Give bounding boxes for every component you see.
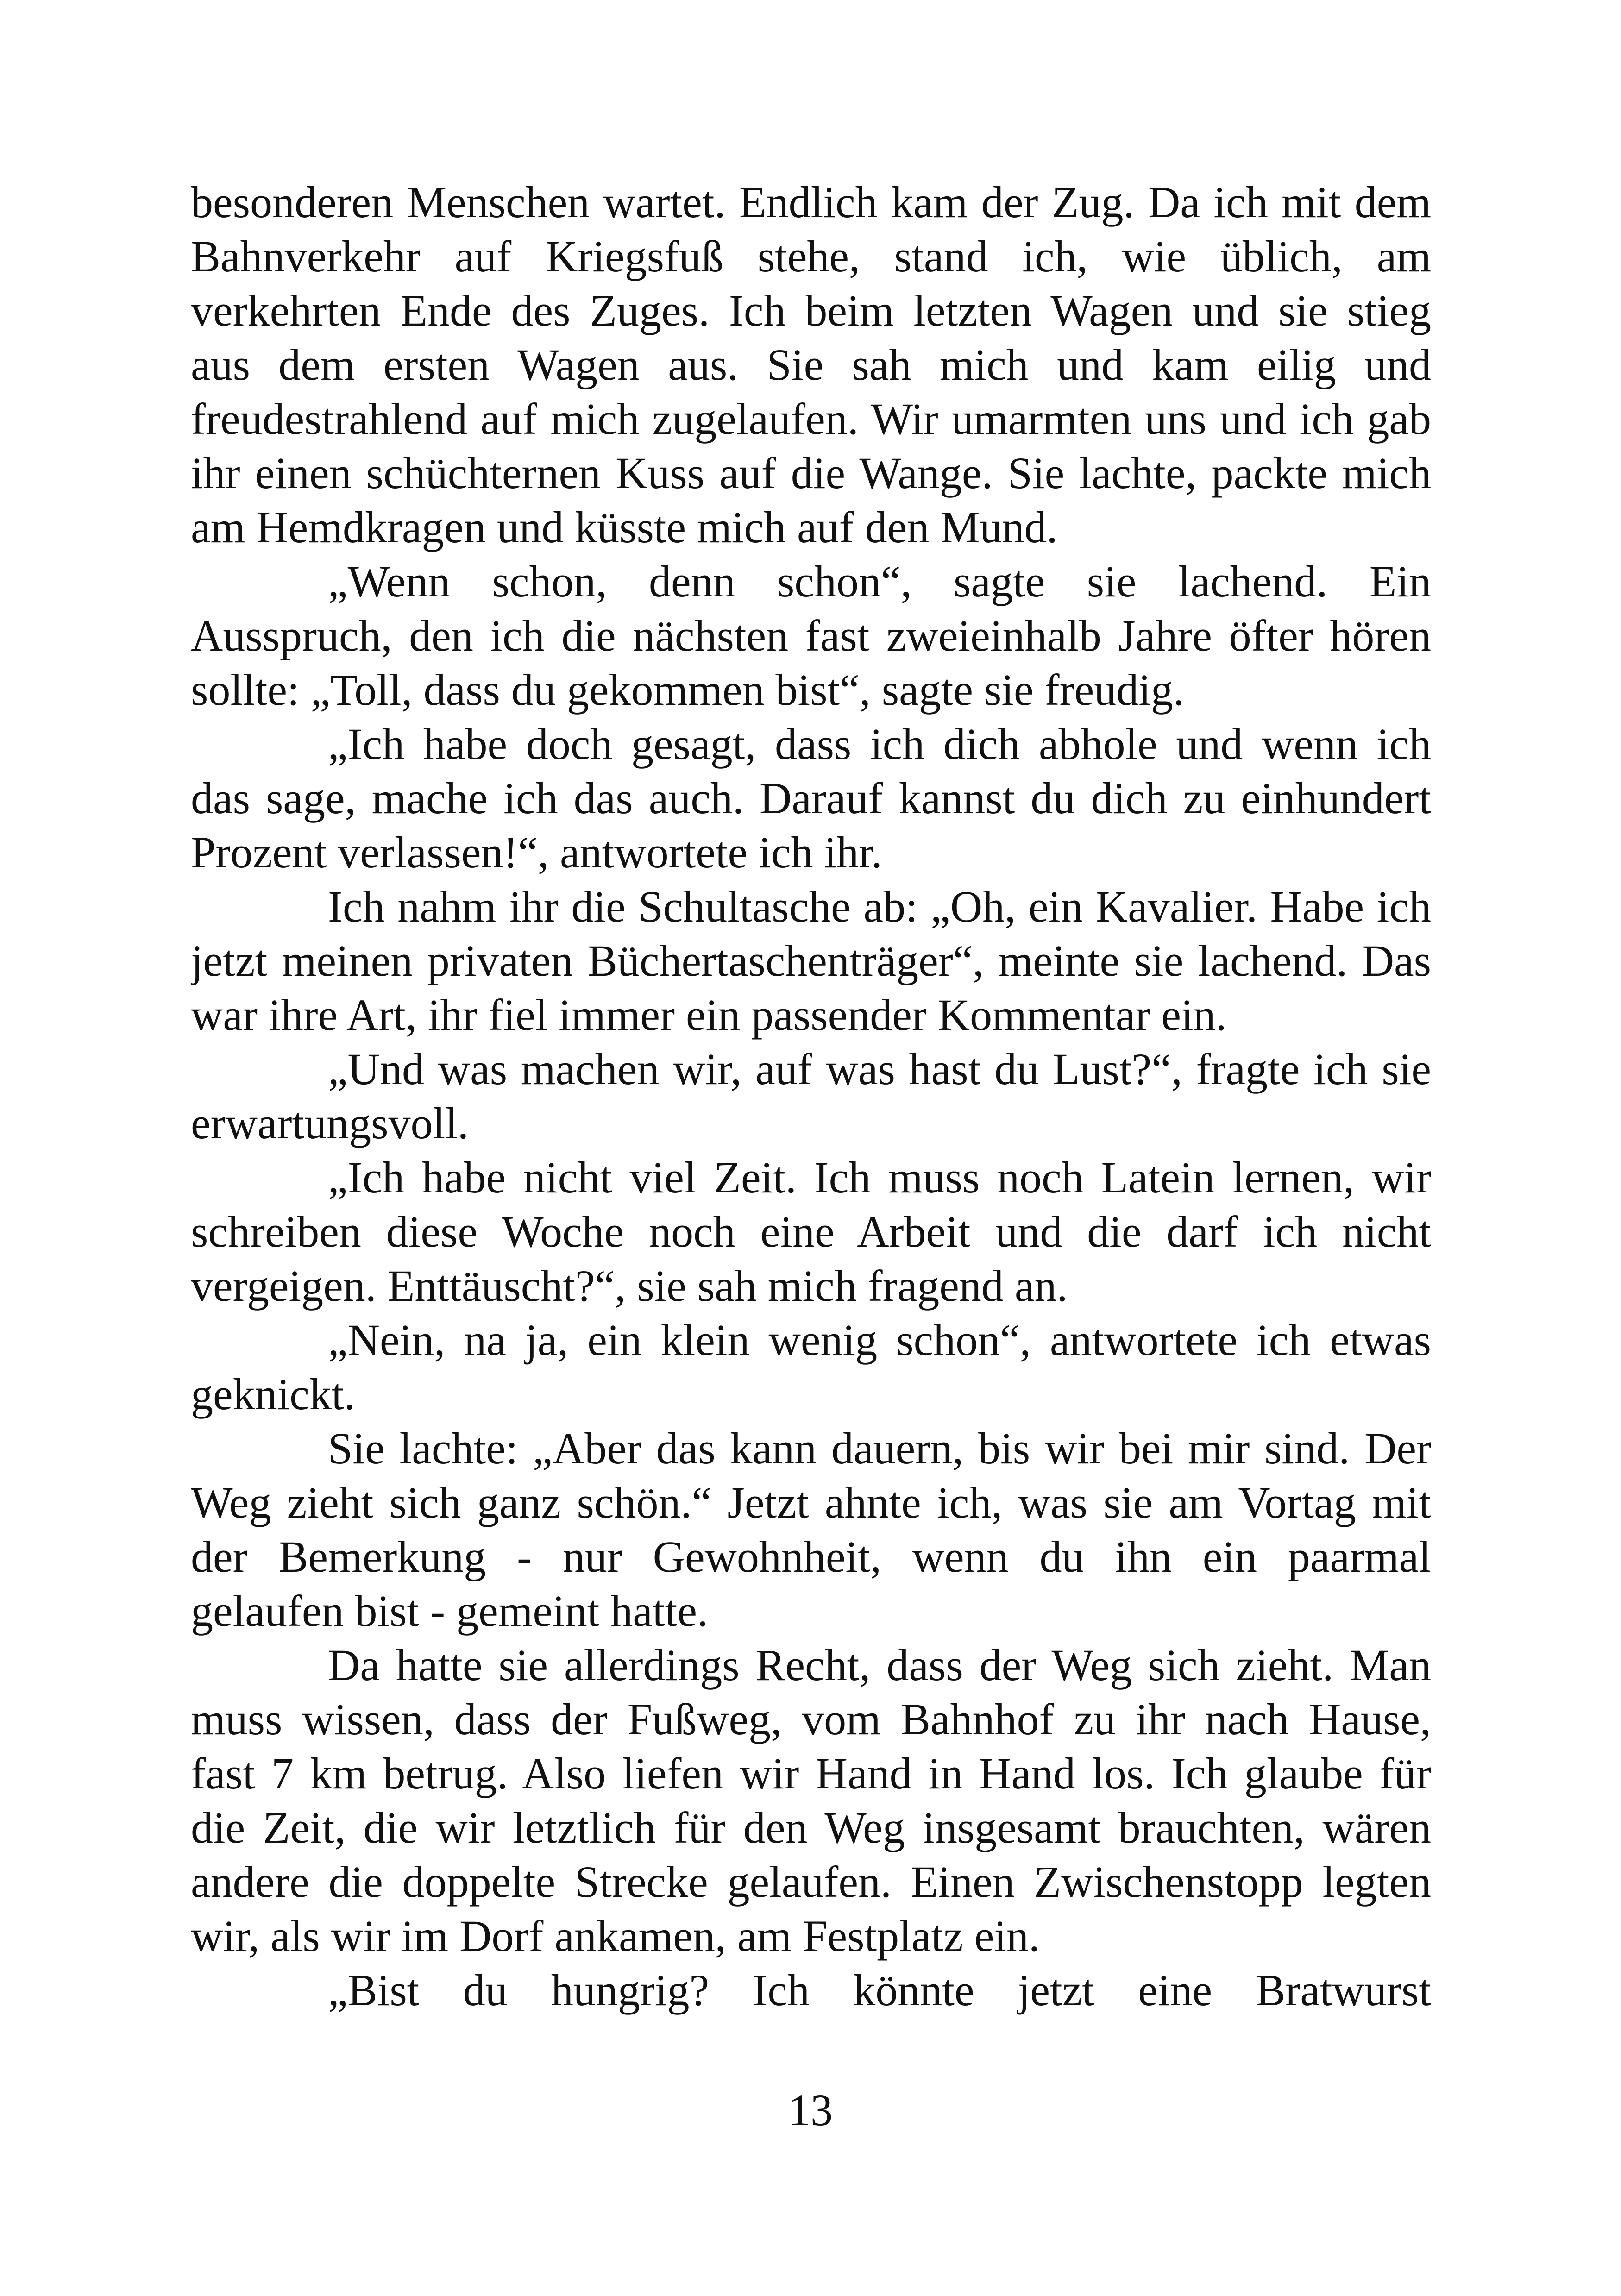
text-line: Weg zieht sich ganz schön.“ Jetzt ahnte ich, was sie am Vortag mit — [191, 1478, 1431, 1527]
text-line: Sie lachte: „Aber das kann dauern, bis wir bei mir sind. Der — [328, 1424, 1431, 1473]
text-line: wir, als wir im Dorf ankamen, am Festplatz ein. — [191, 1911, 1040, 1961]
page-number: 13 — [788, 2085, 833, 2135]
text-line: war ihre Art, ihr fiel immer ein passender Kommentar ein. — [191, 990, 1227, 1040]
text-line: „Und was machen wir, auf was hast du Lust?“, fragte ich sie — [328, 1044, 1431, 1094]
text-line: „Ich habe nicht viel Zeit. Ich muss noch Latein lernen, wir — [328, 1153, 1431, 1202]
text-line: besonderen Menschen wartet. Endlich kam der Zug. Da ich mit dem — [191, 177, 1431, 227]
text-line: verkehrten Ende des Zuges. Ich beim letzten Wagen und sie stieg — [191, 286, 1431, 335]
text-line: schreiben diese Woche noch eine Arbeit und die darf ich nicht — [191, 1207, 1431, 1256]
text-line: „Ich habe doch gesagt, dass ich dich abhole und wenn ich — [328, 719, 1431, 769]
text-line: Da hatte sie allerdings Recht, dass der Weg sich zieht. Man — [328, 1640, 1431, 1690]
text-line: der Bemerkung - nur Gewohnheit, wenn du ihn ein paarmal — [191, 1532, 1431, 1581]
body-text — [191, 175, 1431, 2017]
text-line: gelaufen bist - gemeint hatte. — [191, 1586, 708, 1636]
text-line: muss wissen, dass der Fußweg, vom Bahnhof zu ihr nach Hause, — [191, 1694, 1431, 1744]
text-line: „Wenn schon, denn schon“, sagte sie lachend. Ein — [328, 557, 1431, 606]
text-line: Ausspruch, den ich die nächsten fast zweieinhalb Jahre öfter hören — [191, 611, 1431, 660]
text-line: andere die doppelte Strecke gelaufen. Einen Zwischenstopp legten — [191, 1857, 1431, 1907]
text-line: vergeigen. Enttäuscht?“, sie sah mich fragend an. — [191, 1261, 1068, 1311]
text-line: geknickt. — [191, 1369, 355, 1419]
text-line: „Bist du hungrig? Ich könnte jetzt eine Bratwurst — [328, 1965, 1431, 2015]
text-line: Bahnverkehr auf Kriegsfuß stehe, stand ich, wie üblich, am — [191, 232, 1431, 281]
text-line: Prozent verlassen!“, antwortete ich ihr. — [191, 828, 882, 877]
text-line: „Nein, na ja, ein klein wenig schon“, antwortete ich etwas — [328, 1315, 1431, 1365]
text-line: jetzt meinen privaten Büchertaschenträger“, meinte sie lachend. Das — [191, 936, 1431, 985]
text-line: sollte: „Toll, dass du gekommen bist“, sagte sie freudig. — [191, 665, 1184, 715]
text-line: erwartungsvoll. — [191, 1098, 469, 1148]
text-line: fast 7 km betrug. Also liefen wir Hand in Hand los. Ich glaube für — [191, 1749, 1431, 1798]
text-line: die Zeit, die wir letztlich für den Weg insgesamt brauchten, wären — [191, 1803, 1431, 1852]
text-line: freudestrahlend auf mich zugelaufen. Wir umarmten uns und ich gab — [191, 394, 1431, 444]
text-line: das sage, mache ich das auch. Darauf kannst du dich zu einhundert — [191, 773, 1431, 823]
text-line: ihr einen schüchternen Kuss auf die Wange. Sie lachte, packte mich — [191, 448, 1431, 498]
text-line: am Hemdkragen und küsste mich auf den Mund. — [191, 502, 1058, 552]
text-line: Ich nahm ihr die Schultasche ab: „Oh, ein Kavalier. Habe ich — [328, 882, 1431, 931]
text-line: aus dem ersten Wagen aus. Sie sah mich und kam eilig und — [191, 340, 1431, 389]
